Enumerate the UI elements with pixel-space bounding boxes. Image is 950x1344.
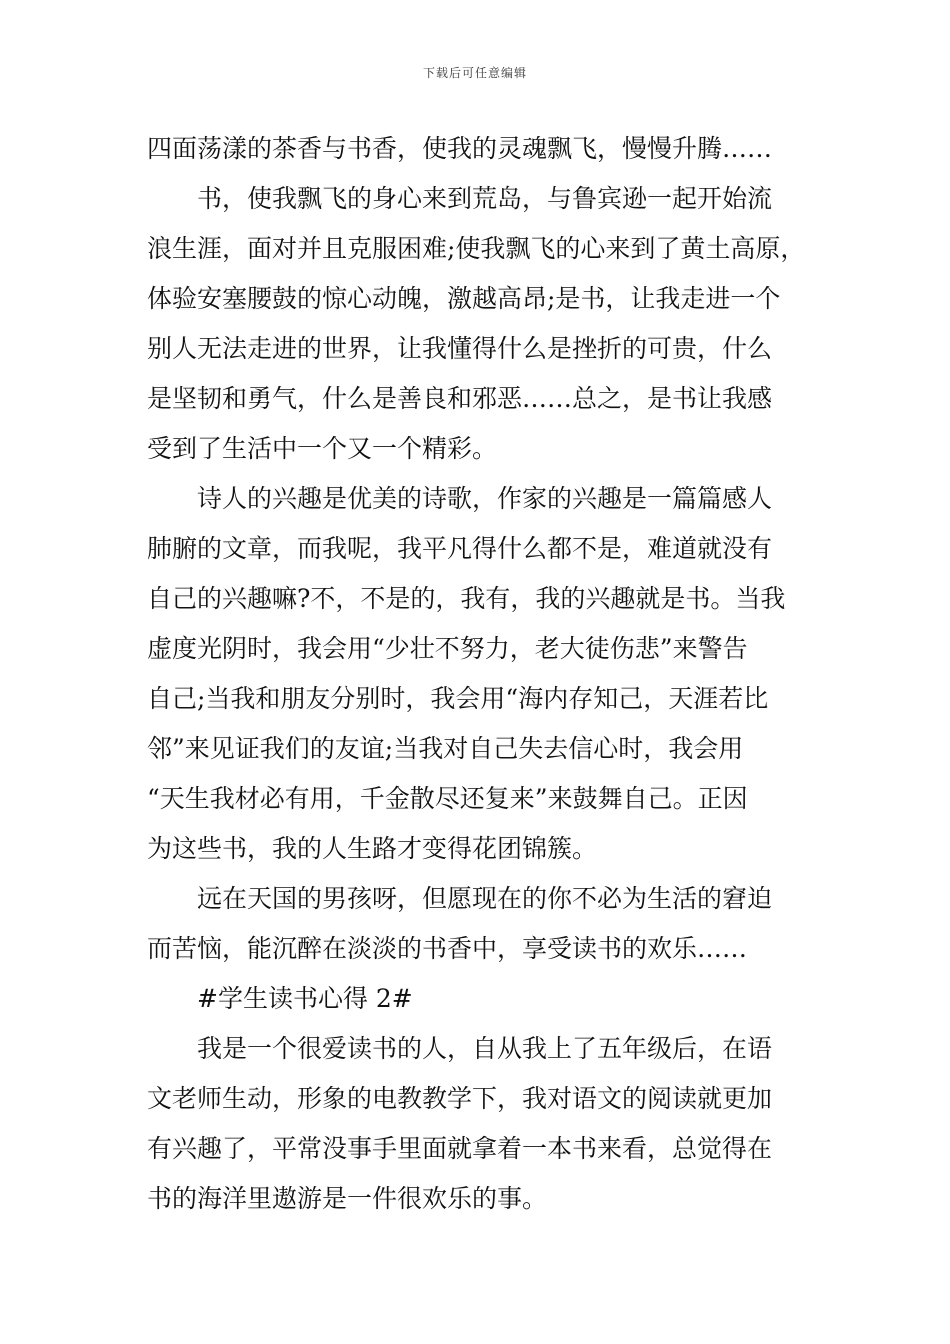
text-line: 书的海洋里遨游是一件很欢乐的事。 (147, 1184, 548, 1213)
text-line: 自己的兴趣嘛?不，不是的，我有，我的兴趣就是书。当我 (147, 584, 786, 613)
paragraph-6 (147, 1024, 827, 1224)
text-line: 自己;当我和朋友分别时，我会用“海内存知己，天涯若比 (147, 684, 769, 713)
text-line: 有兴趣了，平常没事手里面就拿着一本书来看，总觉得在 (147, 1134, 773, 1163)
document-body (147, 124, 827, 1224)
text-line: 虚度光阴时，我会用“少壮不努力，老大徒伤悲”来警告 (147, 634, 748, 663)
text-line: 四面荡漾的茶香与书香，使我的灵魂飘飞，慢慢升腾…… (147, 134, 773, 163)
text-line: “天生我材必有用，千金散尽还复来”来鼓舞自己。正因 (147, 784, 748, 813)
paragraph-1 (147, 124, 827, 174)
section-heading (147, 974, 827, 1024)
text-line: 别人无法走进的世界，让我懂得什么是挫折的可贵，什么 (147, 334, 773, 363)
text-line: 文老师生动，形象的电教教学下，我对语文的阅读就更加 (147, 1084, 773, 1113)
text-line: 远在天国的男孩呀，但愿现在的你不必为生活的窘迫 (197, 884, 773, 913)
text-line: 体验安塞腰鼓的惊心动魄，激越高昂;是书，让我走进一个 (147, 284, 781, 313)
paragraph-4 (147, 874, 827, 974)
text-line: 邻”来见证我们的友谊;当我对自己失去信心时，我会用 (147, 734, 744, 763)
paragraph-3 (147, 474, 827, 874)
text-line: 我是一个很爱读书的人，自从我上了五年级后，在语 (197, 1034, 773, 1063)
text-line: 为这些书，我的人生路才变得花团锦簇。 (147, 834, 598, 863)
text-line: 而苦恼，能沉醉在淡淡的书香中，享受读书的欢乐…… (147, 934, 748, 963)
text-line: #学生读书心得 2# (197, 984, 413, 1013)
text-line: 书，使我飘飞的身心来到荒岛，与鲁宾逊一起开始流 (197, 184, 773, 213)
text-line: 是坚韧和勇气，什么是善良和邪恶……总之，是书让我感 (147, 384, 773, 413)
page-header: 下载后可任意编辑 (422, 66, 527, 80)
text-line: 肺腑的文章，而我呢，我平凡得什么都不是，难道就没有 (147, 534, 773, 563)
text-line: 浪生涯，面对并且克服困难;使我飘飞的心来到了黄土高原， (147, 234, 806, 263)
text-line: 受到了生活中一个又一个精彩。 (147, 434, 498, 463)
text-line: 诗人的兴趣是优美的诗歌，作家的兴趣是一篇篇感人 (197, 484, 773, 513)
paragraph-2 (147, 174, 827, 474)
